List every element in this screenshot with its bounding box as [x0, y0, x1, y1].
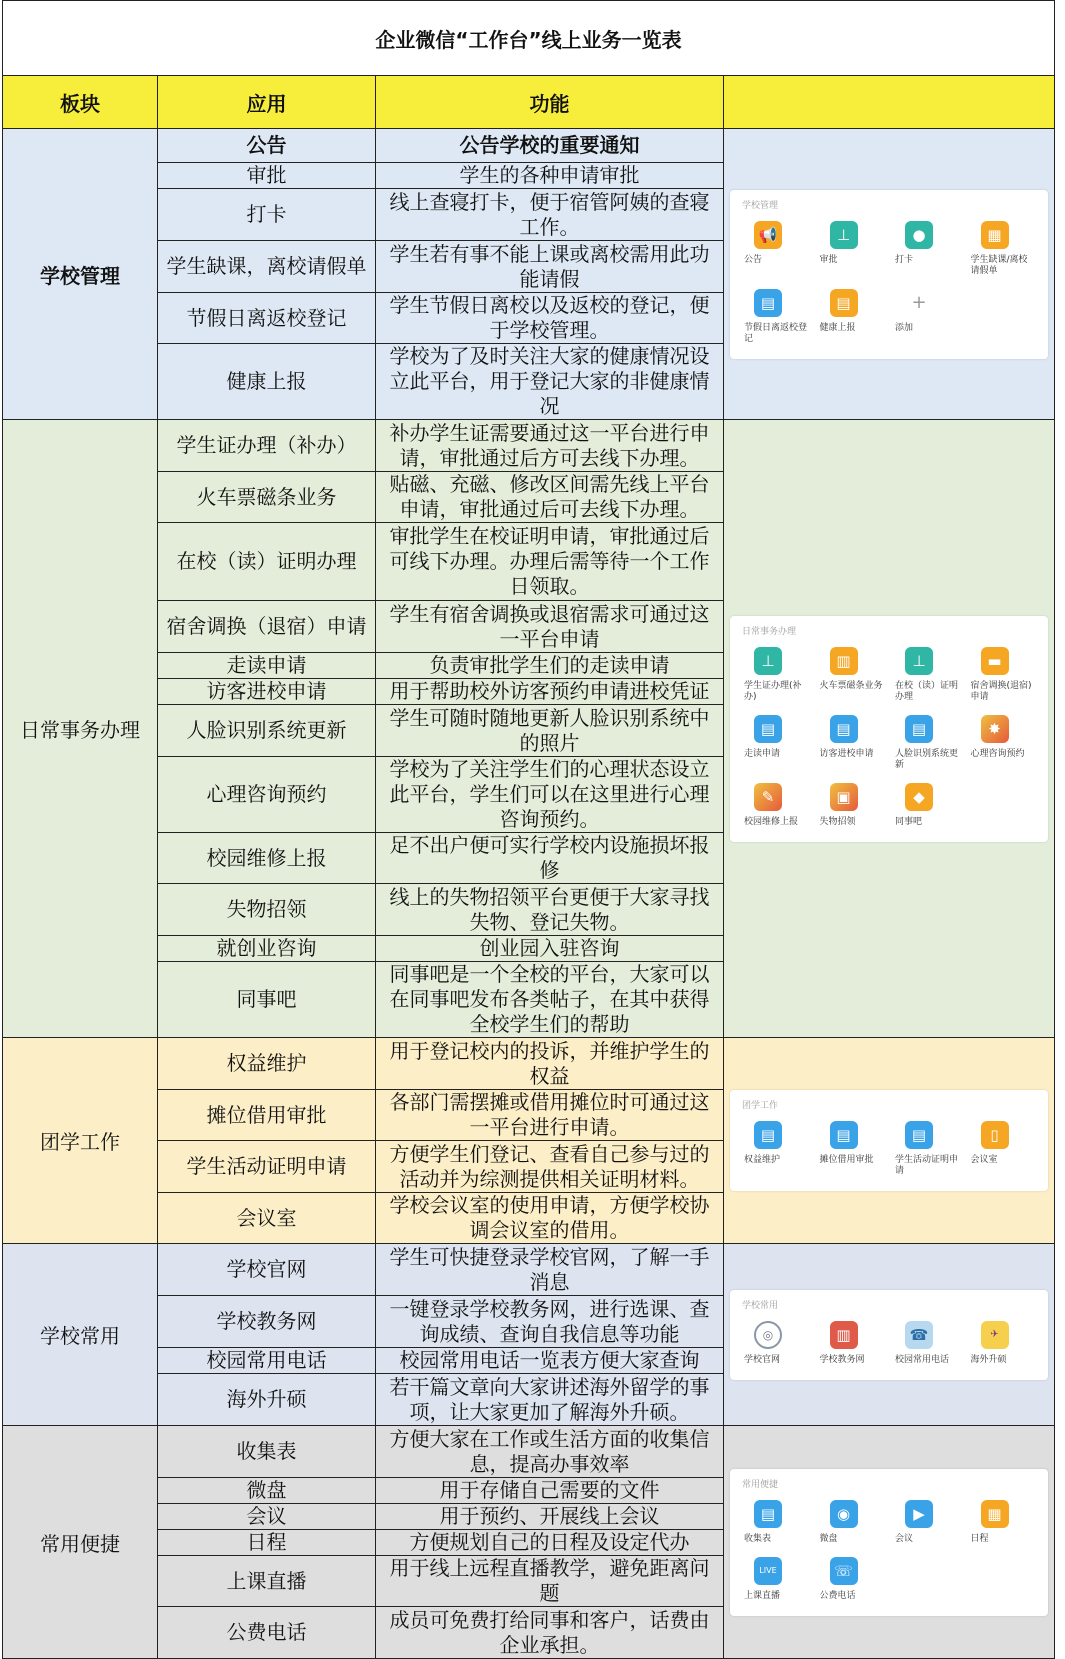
abroad-icon: ✈	[981, 1321, 1009, 1349]
plus-icon: +	[905, 289, 933, 317]
app-name: 就创业咨询	[158, 936, 376, 962]
app-name: 校园常用电话	[158, 1348, 376, 1374]
app-tile-label: 公费电话	[819, 1590, 856, 1601]
stamp-icon: ⊥	[905, 647, 933, 675]
app-tile[interactable]	[814, 643, 890, 711]
table-row	[3, 129, 1055, 163]
header-section: 板块	[3, 76, 158, 129]
app-function: 用于线上远程直播教学，避免距离问题	[376, 1556, 724, 1607]
app-name: 同事吧	[158, 962, 376, 1038]
app-function: 学生可随时随地更新人脸识别系统中的照片	[376, 705, 724, 757]
app-function: 学生的各种申请审批	[376, 163, 724, 189]
app-tile[interactable]	[814, 711, 890, 779]
app-tile[interactable]	[814, 1496, 890, 1553]
app-function: 成员可免费打给同事和客户，话费由企业承担。	[376, 1607, 724, 1659]
app-name: 摊位借用审批	[158, 1090, 376, 1141]
stamp-icon: ⊥	[754, 647, 782, 675]
school-seal-icon: ◎	[754, 1321, 782, 1349]
app-name: 上课直播	[158, 1556, 376, 1607]
section-name: 常用便捷	[3, 1426, 158, 1659]
phone-list-icon: ☎	[905, 1321, 933, 1349]
app-tile[interactable]	[738, 643, 814, 711]
app-name: 人脸识别系统更新	[158, 705, 376, 757]
app-function: 足不出户便可实行学校内设施损坏报修	[376, 833, 724, 884]
app-tile-label: 收集表	[744, 1533, 772, 1544]
workbench-screenshot	[724, 1426, 1055, 1659]
app-tile-label: 健康上报	[819, 322, 856, 333]
table-title: 企业微信“工作台”线上业务一览表	[3, 1, 1055, 76]
app-name: 学生缺课，离校请假单	[158, 241, 376, 293]
app-function: 学生若有事不能上课或离校需用此功能请假	[376, 241, 724, 293]
stamp-icon: ⊥	[830, 221, 858, 249]
workbench-panel	[730, 1469, 1048, 1616]
app-function: 方便规划自己的日程及设定代办	[376, 1530, 724, 1556]
clipboard-icon: ▤	[905, 1121, 933, 1149]
app-function: 创业园入驻咨询	[376, 936, 724, 962]
app-tile[interactable]	[965, 1117, 1041, 1185]
app-function: 用于预约、开展线上会议	[376, 1504, 724, 1530]
app-tile-label: 同事吧	[895, 816, 923, 827]
app-tile-label: 海外升硕	[970, 1354, 1007, 1365]
app-tile-label: 人脸识别系统更新	[895, 748, 959, 770]
app-function: 审批学生在校证明申请，审批通过后可线下办理。办理后需等待一个工作日领取。	[376, 523, 724, 601]
section-name: 学校常用	[3, 1244, 158, 1426]
app-name: 节假日离返校登记	[158, 293, 376, 344]
app-tile-label: 微盘	[819, 1533, 838, 1544]
bed-icon: ▬	[981, 647, 1009, 675]
app-tile[interactable]	[965, 711, 1041, 779]
app-grid	[738, 1496, 1040, 1610]
app-tile[interactable]	[965, 217, 1041, 285]
app-tile-label: 学校官网	[744, 1354, 781, 1365]
app-tile[interactable]	[738, 217, 814, 285]
clipboard-icon: ▤	[754, 715, 782, 743]
app-function: 贴磁、充磁、修改区间需先线上平台申请，审批通过后可去线下办理。	[376, 472, 724, 523]
app-tile-label: 学生证办理(补办)	[744, 680, 802, 702]
workbench-screenshot	[724, 1244, 1055, 1426]
app-function: 用于存储自己需要的文件	[376, 1478, 724, 1504]
app-tile-label: 添加	[895, 322, 914, 333]
app-tile[interactable]	[965, 643, 1041, 711]
diamond-icon: ◆	[905, 783, 933, 811]
workbench-panel	[730, 1090, 1048, 1191]
app-tile-label: 走读申请	[744, 748, 781, 759]
app-name: 会议室	[158, 1193, 376, 1244]
app-tile[interactable]	[889, 217, 965, 285]
workbench-screenshot	[724, 129, 1055, 420]
app-tile-label: 学校教务网	[819, 1354, 865, 1365]
app-tile-label: 火车票磁条业务	[819, 680, 883, 691]
app-tile[interactable]	[814, 779, 890, 836]
app-name: 审批	[158, 163, 376, 189]
app-tile-label: 日程	[970, 1533, 989, 1544]
app-tile-label: 宿舍调换(退宿)申请	[970, 680, 1032, 702]
lost-found-icon: ▣	[830, 783, 858, 811]
app-function: 学生有宿舍调换或退宿需求可通过这一平台申请	[376, 601, 724, 653]
app-tile[interactable]	[889, 1117, 965, 1185]
location-pin-icon: ●	[905, 221, 933, 249]
table-row	[3, 1426, 1055, 1478]
section-name: 团学工作	[3, 1038, 158, 1244]
book-icon: ▥	[830, 1321, 858, 1349]
app-tile[interactable]	[738, 711, 814, 779]
app-tile-label: 校园维修上报	[744, 816, 799, 827]
app-tile[interactable]	[965, 1317, 1041, 1374]
app-name: 权益维护	[158, 1038, 376, 1090]
app-name: 访客进校申请	[158, 679, 376, 705]
app-grid	[738, 1317, 1040, 1374]
app-name: 打卡	[158, 189, 376, 241]
form-icon: ▤	[754, 1500, 782, 1528]
clipboard-icon: ▤	[905, 715, 933, 743]
app-tile[interactable]	[814, 1317, 890, 1374]
table-row	[3, 1038, 1055, 1090]
app-function: 线上查寝打卡，便于宿管阿姨的查寝工作。	[376, 189, 724, 241]
app-function: 学校为了及时关注大家的健康情况设立此平台，用于登记大家的非健康情况	[376, 344, 724, 420]
app-function: 方便大家在工作或生活方面的收集信息，提高办事效率	[376, 1426, 724, 1478]
app-tile[interactable]	[889, 1317, 965, 1374]
app-function: 公告学校的重要通知	[376, 129, 724, 163]
megaphone-icon: 📢	[754, 221, 782, 249]
app-tile-label: 会议	[895, 1533, 914, 1544]
app-name: 会议	[158, 1504, 376, 1530]
clipboard-icon: ▤	[830, 715, 858, 743]
app-tile-label: 打卡	[895, 254, 914, 265]
app-tile-label: 学生缺课/离校请假单	[970, 254, 1028, 276]
app-name: 火车票磁条业务	[158, 472, 376, 523]
app-name: 收集表	[158, 1426, 376, 1478]
app-function: 用于帮助校外访客预约申请进校凭证	[376, 679, 724, 705]
clipboard-icon: ▤	[830, 289, 858, 317]
app-tile-label: 心理咨询预约	[970, 748, 1025, 759]
app-name: 学校教务网	[158, 1296, 376, 1348]
app-tile-label: 公告	[744, 254, 763, 265]
app-function: 一键登录学校教务网，进行选课、查询成绩、查询自我信息等功能	[376, 1296, 724, 1348]
app-name: 心理咨询预约	[158, 757, 376, 833]
panel-title: 常用便捷	[742, 1479, 779, 1490]
clipboard-icon: ▤	[754, 1121, 782, 1149]
app-tile[interactable]	[738, 1317, 814, 1374]
clipboard-icon: ▤	[754, 289, 782, 317]
app-tile[interactable]	[738, 1496, 814, 1553]
table-row	[3, 1244, 1055, 1296]
panel-title: 学校常用	[742, 1300, 779, 1311]
app-function: 若干篇文章向大家讲述海外留学的事项，让大家更加了解海外升硕。	[376, 1374, 724, 1426]
app-name: 微盘	[158, 1478, 376, 1504]
calendar-icon: ▦	[981, 1500, 1009, 1528]
live-icon: LIVE	[754, 1557, 782, 1585]
app-tile-label: 校园常用电话	[895, 1354, 950, 1365]
app-name: 学校官网	[158, 1244, 376, 1296]
app-tile-label: 上课直播	[744, 1590, 781, 1601]
app-function: 补办学生证需要通过这一平台进行申请，审批通过后方可去线下办理。	[376, 420, 724, 472]
app-tile-label: 在校（读）证明办理	[895, 680, 959, 702]
app-tile-label: 学生活动证明申请	[895, 1155, 959, 1176]
app-tile[interactable]	[965, 1496, 1041, 1553]
app-name: 学生证办理（补办）	[158, 420, 376, 472]
app-tile-label: 摊位借用审批	[819, 1155, 874, 1165]
app-grid	[738, 1117, 1040, 1185]
app-tile[interactable]	[889, 1496, 965, 1553]
app-name: 学生活动证明申请	[158, 1141, 376, 1193]
app-tile-label: 审批	[819, 254, 838, 265]
app-tile[interactable]	[889, 779, 965, 836]
workbench-screenshot	[724, 420, 1055, 1038]
app-tile[interactable]	[738, 1117, 814, 1185]
workbench-panel	[730, 616, 1048, 842]
app-function: 负责审批学生们的走读申请	[376, 653, 724, 679]
clipboard-icon: ▤	[830, 1121, 858, 1149]
app-tile[interactable]	[814, 285, 890, 353]
meeting-icon: ▶	[905, 1500, 933, 1528]
calendar-icon: ▦	[981, 221, 1009, 249]
app-function: 同事吧是一个全校的平台，大家可以在同事吧发布各类帖子，在其中获得全校学生们的帮助	[376, 962, 724, 1038]
app-name: 校园维修上报	[158, 833, 376, 884]
panel-title: 日常事务办理	[742, 626, 797, 637]
app-name: 走读申请	[158, 653, 376, 679]
app-tile[interactable]	[889, 711, 965, 779]
app-tile-label: 权益维护	[744, 1155, 781, 1165]
app-function: 方便学生们登记、查看自己参与过的活动并为综测提供相关证明材料。	[376, 1141, 724, 1193]
workbench-panel	[730, 190, 1048, 359]
app-function: 学校会议室的使用申请，方便学校协调会议室的借用。	[376, 1193, 724, 1244]
app-tile[interactable]	[814, 1553, 890, 1610]
panel-title: 团学工作	[742, 1101, 779, 1111]
app-tile[interactable]	[738, 285, 814, 353]
app-function: 线上的失物招领平台更便于大家寻找失物、登记失物。	[376, 884, 724, 936]
app-tile-label: 访客进校申请	[819, 748, 874, 759]
app-name: 在校（读）证明办理	[158, 523, 376, 601]
train-icon: ▥	[830, 647, 858, 675]
app-name: 宿舍调换（退宿）申请	[158, 601, 376, 653]
app-name: 公费电话	[158, 1607, 376, 1659]
app-tile[interactable]	[738, 1553, 814, 1610]
app-function: 学校为了关注学生们的心理状态设立此平台，学生们可以在这里进行心理咨询预约。	[376, 757, 724, 833]
header-app: 应用	[158, 76, 376, 129]
phone-icon: ☏	[830, 1557, 858, 1585]
app-function: 学生可快捷登录学校官网，了解一手消息	[376, 1244, 724, 1296]
app-tile[interactable]	[814, 1117, 890, 1185]
section-name: 学校管理	[3, 129, 158, 420]
panel-title: 学校管理	[742, 200, 779, 211]
business-table	[2, 0, 1055, 1659]
app-function: 各部门需摆摊或借用摊位时可通过这一平台进行申请。	[376, 1090, 724, 1141]
app-function: 学生节假日离校以及返校的登记，便于学校管理。	[376, 293, 724, 344]
header-function: 功能	[376, 76, 724, 129]
header-image	[724, 76, 1055, 129]
repair-icon: ✎	[754, 783, 782, 811]
app-function: 校园常用电话一览表方便大家查询	[376, 1348, 724, 1374]
app-name: 健康上报	[158, 344, 376, 420]
app-tile[interactable]	[889, 643, 965, 711]
workbench-screenshot	[724, 1038, 1055, 1244]
app-function: 用于登记校内的投诉，并维护学生的权益	[376, 1038, 724, 1090]
app-tile[interactable]	[889, 285, 965, 353]
app-name: 公告	[158, 129, 376, 163]
app-name: 失物招领	[158, 884, 376, 936]
workbench-panel	[730, 1290, 1048, 1380]
door-icon: ▯	[981, 1121, 1009, 1149]
app-name: 海外升硕	[158, 1374, 376, 1426]
app-name: 日程	[158, 1530, 376, 1556]
app-grid	[738, 643, 1040, 836]
app-tile[interactable]	[738, 779, 814, 836]
app-tile-label: 节假日离返校登记	[744, 322, 808, 344]
app-grid	[738, 217, 1040, 353]
app-tile[interactable]	[814, 217, 890, 285]
table-row	[3, 420, 1055, 472]
section-name: 日常事务办理	[3, 420, 158, 1038]
star-icon: ✸	[981, 715, 1009, 743]
app-tile-label: 失物招领	[819, 816, 856, 827]
disk-icon: ◉	[830, 1500, 858, 1528]
app-tile-label: 会议室	[970, 1155, 998, 1165]
